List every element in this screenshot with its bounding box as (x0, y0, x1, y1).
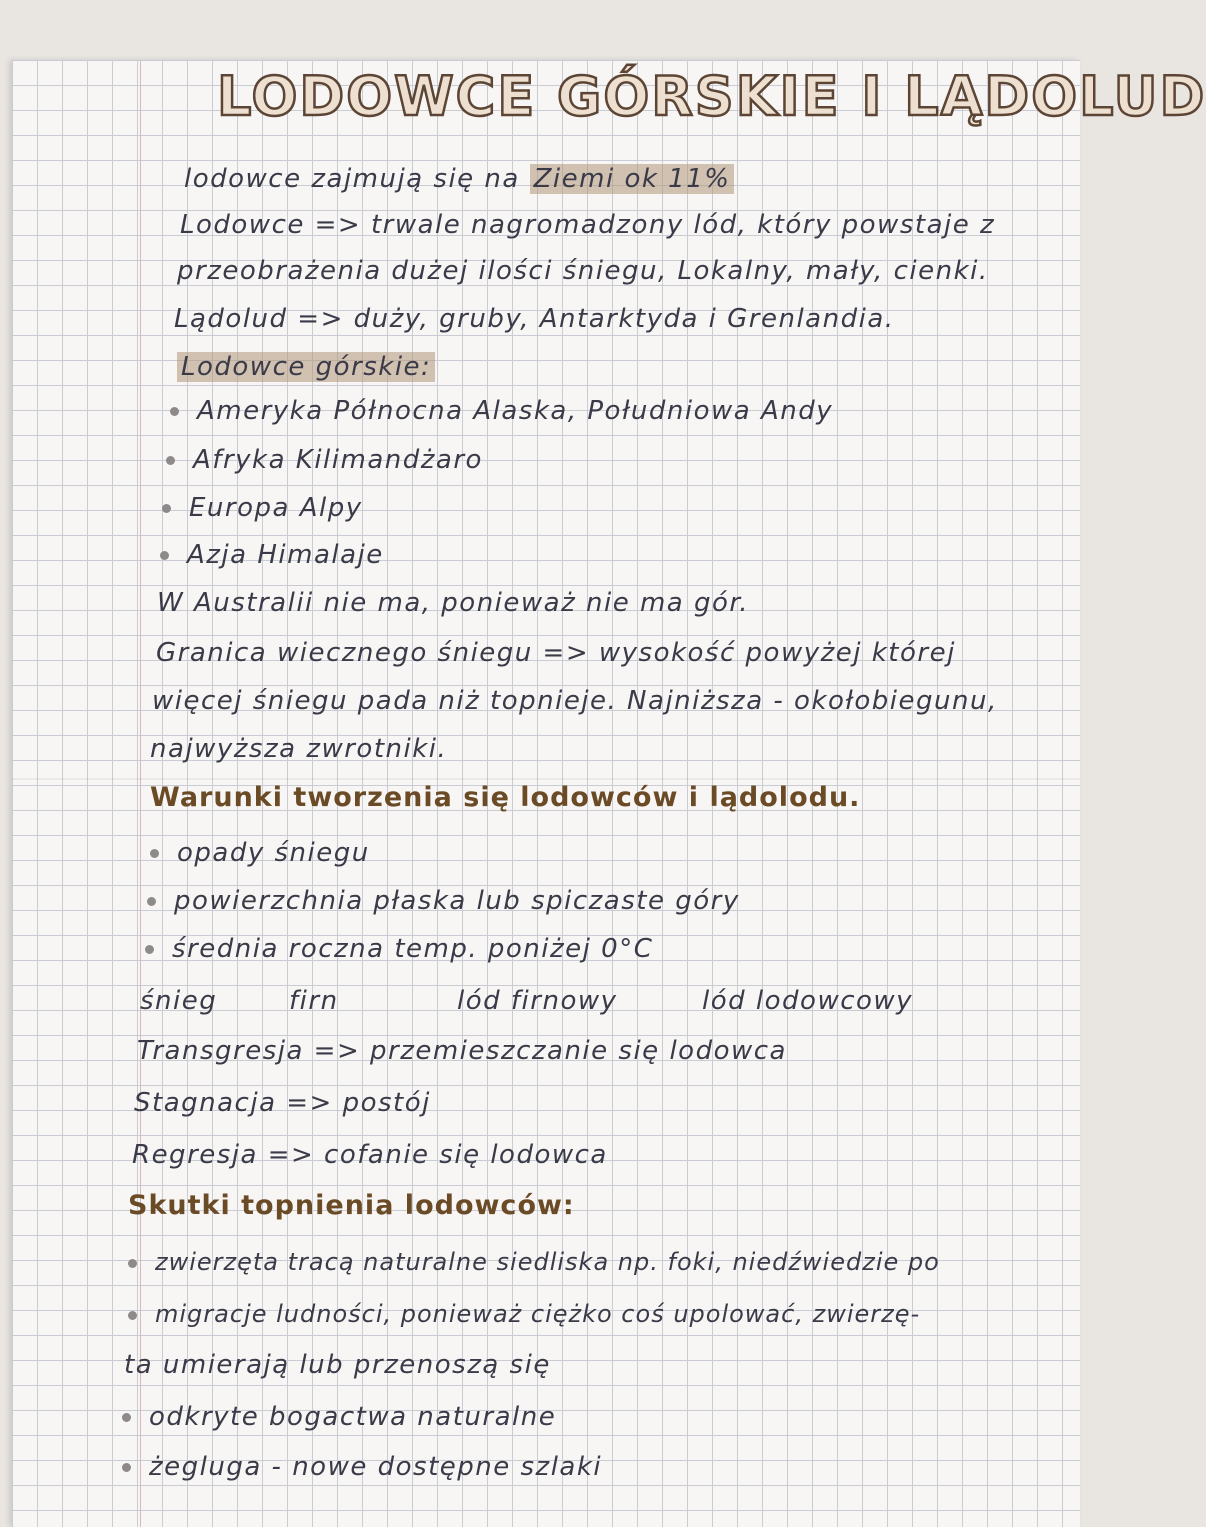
list-item (122, 1402, 556, 1432)
bullet-icon (150, 849, 159, 858)
list-item-text: żegluga - nowe dostępne szlaki (149, 1452, 603, 1482)
intro-line-1-highlight: Ziemi ok 11% (530, 164, 735, 194)
list-item (166, 445, 483, 475)
effects-heading: Skutki topnienia lodowców: (128, 1190, 575, 1221)
list-item (128, 1248, 940, 1276)
list-item-text: Ameryka Północna Alaska, Południowa Andy (197, 396, 834, 426)
list-item (147, 886, 740, 916)
snow-line-1: Granica wiecznego śniegu => wysokość powyżej której (156, 638, 956, 668)
term-regression: Regresja => cofanie się lodowca (132, 1140, 608, 1170)
notebook-page (12, 60, 1206, 1527)
snow-line-2: więcej śniegu pada niż topnieje. Najniższa - okołobiegunu, (152, 686, 998, 716)
stage-firn: firn (289, 986, 339, 1016)
intro-line-2: Lodowce => trwale nagromadzony lód, który powstaje z (180, 210, 996, 240)
list-item (170, 396, 833, 426)
page-fold (12, 778, 1080, 780)
bullet-icon (128, 1259, 137, 1268)
intro-line-5 (177, 352, 435, 382)
intro-line-4: Lądolud => duży, gruby, Antarktyda i Grenlandia. (174, 304, 895, 334)
mountain-glaciers-label: Lodowce górskie: (177, 352, 435, 382)
list-item-text: opady śniegu (177, 838, 370, 868)
intro-line-1 (184, 164, 734, 194)
list-item-text: Azja Himalaje (187, 540, 384, 570)
conditions-heading: Warunki tworzenia się lodowców i lądolodu. (150, 782, 861, 813)
australia-note: W Australii nie ma, ponieważ nie ma gór. (157, 588, 749, 618)
stage-glacier-ice: lód lodowcowy (702, 986, 914, 1016)
bullet-icon (162, 504, 171, 513)
stage-firn-ice: lód firnowy (457, 986, 618, 1016)
page-title: LODOWCE GÓRSKIE I LĄDOLUD (217, 65, 1206, 128)
list-item-continued: ta umierają lub przenoszą się (124, 1350, 551, 1380)
bullet-icon (160, 551, 169, 560)
list-item-text: powierzchnia płaska lub spiczaste góry (174, 886, 740, 916)
bullet-icon (170, 407, 179, 416)
list-item (160, 540, 384, 570)
snow-line-3: najwyższa zwrotniki. (150, 734, 448, 764)
list-item-text: migracje ludności, ponieważ ciężko coś upolować, zwierzę- (155, 1300, 921, 1328)
list-item (150, 838, 370, 868)
bullet-icon (166, 456, 175, 465)
list-item-text: zwierzęta tracą naturalne siedliska np. foki, niedźwiedzie po (155, 1248, 940, 1276)
bullet-icon (128, 1311, 137, 1320)
list-item (162, 493, 363, 523)
term-stagnation: Stagnacja => postój (134, 1088, 431, 1118)
term-transgression: Transgresja => przemieszczanie się lodowca (137, 1036, 787, 1066)
bullet-icon (145, 945, 154, 954)
stage-snow: śnieg (140, 986, 218, 1016)
list-item-text: odkryte bogactwa naturalne (149, 1402, 557, 1432)
list-item (122, 1452, 602, 1482)
intro-line-1-text: lodowce zajmują się na (184, 164, 520, 194)
list-item (145, 934, 653, 964)
bullet-icon (122, 1413, 131, 1422)
list-item-text: Afryka Kilimandżaro (193, 445, 483, 475)
list-item-text: średnia roczna temp. poniżej 0°C (172, 934, 654, 964)
bullet-icon (122, 1463, 131, 1472)
list-item (128, 1300, 920, 1328)
list-item-text: Europa Alpy (189, 493, 363, 523)
bullet-icon (147, 897, 156, 906)
intro-line-3: przeobrażenia dużej ilości śniegu, Lokalny, mały, cienki. (177, 256, 989, 286)
